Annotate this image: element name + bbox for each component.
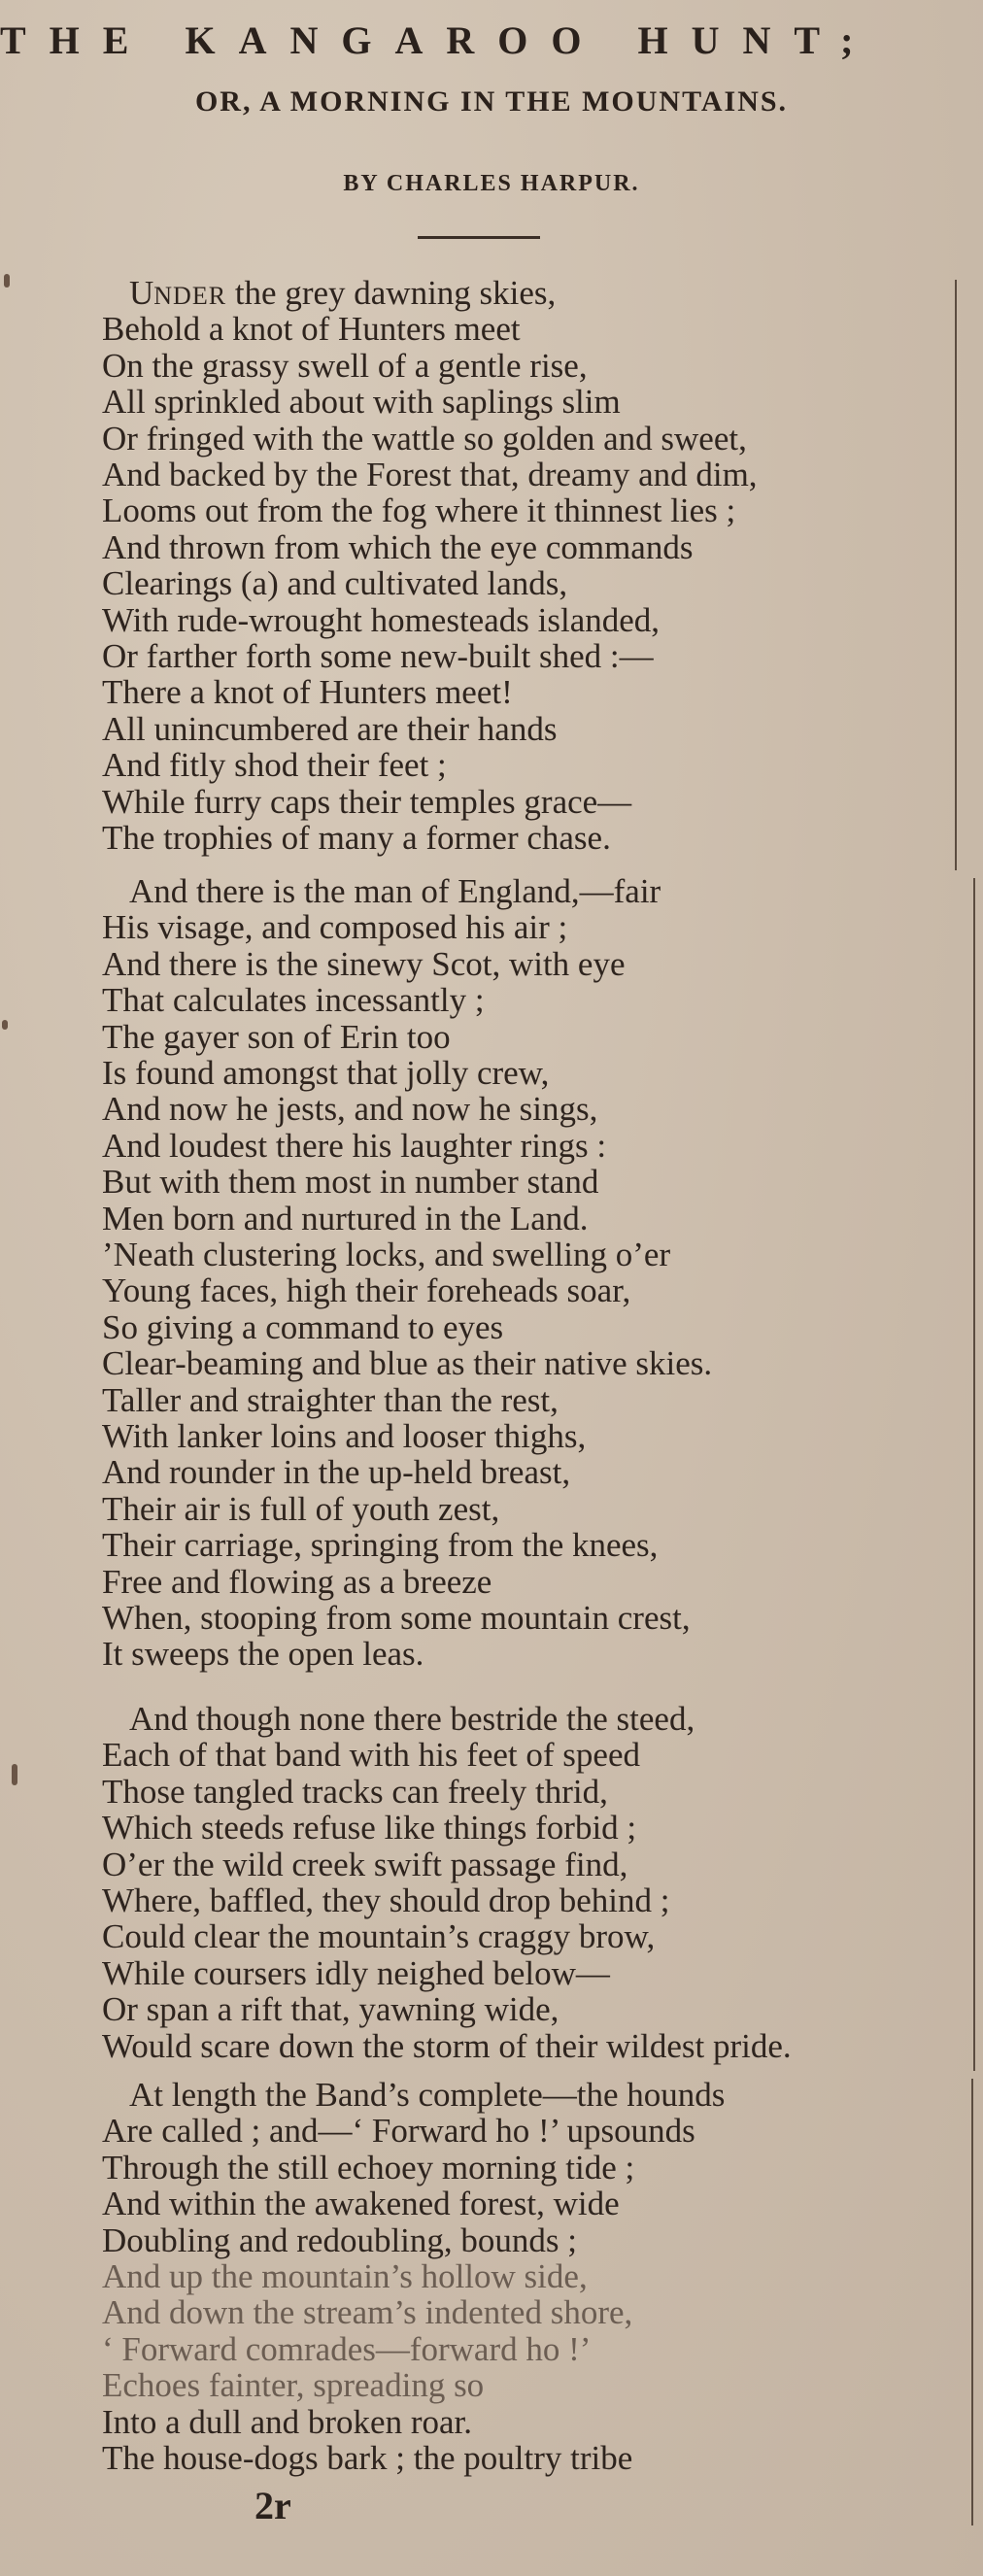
poem-line: Doubling and redoubling, bounds ;	[102, 2221, 577, 2259]
poem-line: Which steeds refuse like things forbid ;	[102, 1809, 637, 1847]
poem-line: When, stooping from some mountain crest,	[102, 1599, 691, 1637]
poem-line: And within the awakened forest, wide	[102, 2185, 620, 2222]
poem-line: Taller and straighter than the rest,	[102, 1381, 559, 1419]
poem-line: ’Neath clustering locks, and swelling o’er	[102, 1236, 671, 1273]
poem-line: And up the mountain’s hollow side,	[102, 2257, 588, 2295]
poem-line: ‘ Forward comrades—forward ho !’	[102, 2330, 592, 2368]
poem-line: All unincumbered are their hands	[102, 710, 558, 748]
poem-line: The trophies of many a former chase.	[102, 819, 611, 857]
poem-line: While coursers idly neighed below—	[102, 1954, 610, 1992]
title-rule	[418, 236, 540, 239]
poem-line: UNDER the grey dawning skies,	[129, 274, 557, 312]
poem-line: All sprinkled about with saplings slim	[102, 383, 621, 421]
poem-line: It sweeps the open leas.	[102, 1635, 424, 1673]
poem-line: Looms out from the fog where it thinnest lies ;	[102, 491, 736, 529]
poem-line: Each of that band with his feet of speed	[102, 1736, 640, 1774]
poem-line: Or span a rift that, yawning wide,	[102, 1990, 559, 2028]
poem-line: With lanker loins and looser thighs,	[102, 1417, 587, 1455]
poem-line: Echoes fainter, spreading so	[102, 2366, 485, 2404]
poem-line: Through the still echoey morning tide ;	[102, 2149, 635, 2186]
poem-line: Young faces, high their foreheads soar,	[102, 1271, 631, 1309]
poem-line: And there is the sinewy Scot, with eye	[102, 945, 626, 983]
poem-line: Could clear the mountain’s craggy brow,	[102, 1917, 656, 1955]
margin-mark	[4, 274, 10, 288]
poem-line: And now he jests, and now he sings,	[102, 1090, 598, 1128]
poem-line: Is found amongst that jolly crew,	[102, 1054, 550, 1092]
poem-line: Those tangled tracks can freely thrid,	[102, 1773, 608, 1811]
poem-line: O’er the wild creek swift passage find,	[102, 1846, 628, 1883]
poem-line: And backed by the Forest that, dreamy and dim,	[102, 456, 758, 493]
poem-line: Would scare down the storm of their wildest pride.	[102, 2027, 792, 2065]
column-rule	[973, 878, 975, 2071]
poem-line: At length the Band’s complete—the hounds	[129, 2076, 726, 2114]
poem-line: The house-dogs bark ; the poultry tribe	[102, 2439, 633, 2477]
poem-line: Their carriage, springing from the knees,	[102, 1526, 659, 1564]
author-byline: BY CHARLES HARPUR.	[343, 171, 640, 196]
poem-line: And rounder in the up-held breast,	[102, 1453, 571, 1491]
poem-line: That calculates incessantly ;	[102, 981, 485, 1019]
poem-line: Behold a knot of Hunters meet	[102, 310, 521, 348]
poem-line: His visage, and composed his air ;	[102, 908, 568, 946]
poem-line: Clear-beaming and blue as their native skies.	[102, 1344, 713, 1382]
poem-line: And fitly shod their feet ;	[102, 746, 447, 784]
signature-mark: 2r	[254, 2484, 291, 2527]
poem-line: And thrown from which the eye commands	[102, 528, 694, 566]
poem-line: Where, baffled, they should drop behind ;	[102, 1881, 670, 1919]
poem-line: While furry caps their temples grace—	[102, 783, 632, 821]
poem-line: Into a dull and broken roar.	[102, 2403, 473, 2441]
poem-line: There a knot of Hunters meet!	[102, 673, 513, 711]
poem-subtitle: OR, A MORNING IN THE MOUNTAINS.	[194, 85, 789, 118]
column-rule	[971, 2079, 973, 2525]
margin-mark	[12, 1764, 17, 1785]
poem-line: Clearings (a) and cultivated lands,	[102, 564, 568, 602]
poem-title: THE KANGAROO HUNT;	[0, 18, 877, 62]
poem-line: On the grassy swell of a gentle rise,	[102, 347, 588, 385]
poem-line: Free and flowing as a breeze	[102, 1563, 492, 1601]
poem-line: Or fringed with the wattle so golden and sweet,	[102, 420, 747, 458]
poem-line: Or farther forth some new-built shed :—	[102, 637, 654, 675]
margin-mark	[2, 1020, 8, 1030]
poem-line: With rude-wrought homesteads islanded,	[102, 601, 661, 639]
poem-line: And loudest there his laughter rings :	[102, 1127, 607, 1165]
poem-line: So giving a command to eyes	[102, 1308, 504, 1346]
poem-line: Their air is full of youth zest,	[102, 1490, 500, 1528]
poem-line: The gayer son of Erin too	[102, 1018, 451, 1056]
poem-line: Men born and nurtured in the Land.	[102, 1200, 589, 1237]
poem-line: And though none there bestride the steed,	[129, 1700, 695, 1738]
column-rule	[955, 280, 957, 870]
poem-line: And there is the man of England,—fair	[129, 872, 661, 910]
poem-line: But with them most in number stand	[102, 1163, 599, 1201]
poem-line: And down the stream’s indented shore,	[102, 2293, 633, 2331]
poem-line: Are called ; and—‘ Forward ho !’ upsounds	[102, 2112, 695, 2150]
